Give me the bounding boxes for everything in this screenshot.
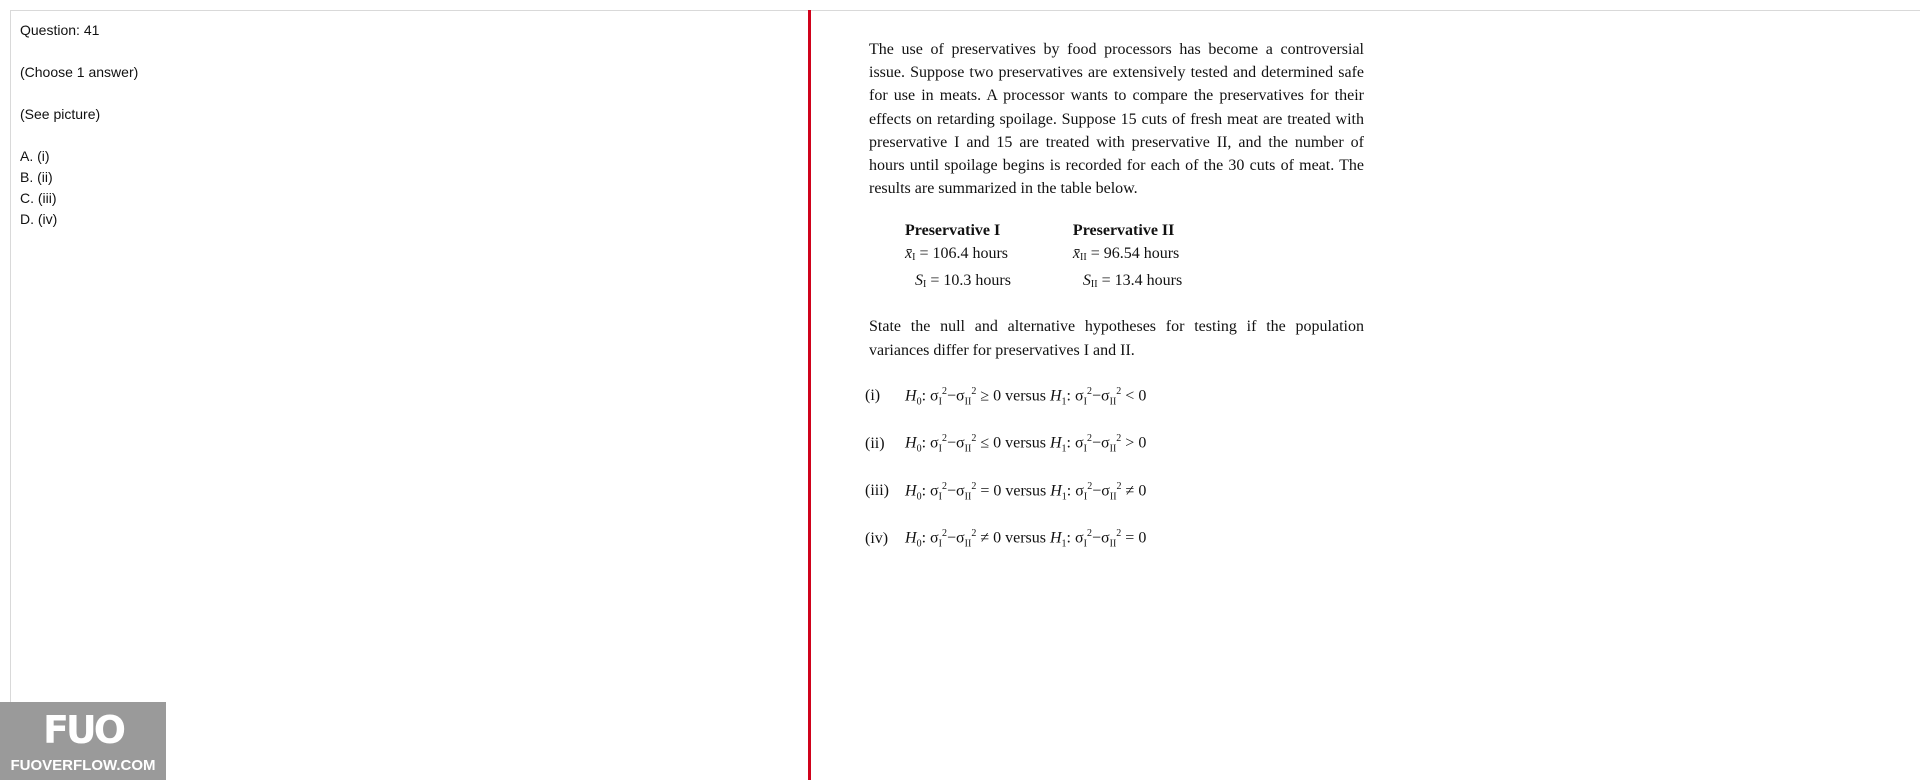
choice-number: (i) (865, 387, 881, 405)
see-picture-label: (See picture) (20, 106, 101, 122)
h0-relation: ≠ 0 (980, 529, 1002, 547)
preservative-1-column (905, 219, 1011, 296)
hypothesis-expression: $H_0$: $\sigma_I^2-\sigma_{II}^2 \ge 0$ versus $H_1$: $\sigma_I^2-\sigma_{II}^2 < 0$ (905, 385, 1147, 408)
h1-relation: < 0 (1125, 387, 1147, 405)
choice-number: (iii) (865, 482, 889, 500)
hypothesis-choice (865, 433, 1364, 481)
hypothesis-question: State the null and alternative hypotheses for testing if the population variances differ for preservatives I and II. (869, 318, 1364, 359)
versus-word: versus (1005, 482, 1047, 500)
preservative-1-mean-value: = 106.4 hours (919, 245, 1009, 263)
fuo-logo: FUO (42, 708, 124, 752)
preservative-2-sd-value: = 13.4 hours (1101, 272, 1183, 290)
question-number: Question: 41 (20, 22, 100, 38)
answer-option-a[interactable]: A. (i) (20, 148, 50, 164)
hypothesis-expression: $H_0$: $\sigma_I^2-\sigma_{II}^2 = 0$ versus $H_1$: $\sigma_I^2-\sigma_{II}^2 \ne 0$ (905, 480, 1147, 503)
sd-symbol: $S_I$ (915, 272, 927, 291)
choose-count-label: (Choose 1 answer) (20, 64, 139, 80)
answer-option-d[interactable]: D. (iv) (20, 211, 58, 227)
h1-relation: > 0 (1125, 434, 1147, 452)
preservative-2-column (1073, 219, 1182, 296)
choice-number: (iv) (865, 529, 889, 547)
preservative-1-sd (905, 269, 1011, 296)
hypothesis-expression: $H_0$: $\sigma_I^2-\sigma_{II}^2 \ne 0$ versus $H_1$: $\sigma_I^2-\sigma_{II}^2 = 0$ (905, 528, 1147, 550)
preservative-1-sd-value: = 10.3 hours (930, 272, 1011, 290)
answer-options (20, 146, 800, 230)
versus-word: versus (1005, 387, 1046, 405)
preservative-1-header: Preservative I (905, 222, 1001, 240)
sd-symbol: $S_{II}$ (1082, 272, 1098, 291)
site-watermark (0, 702, 166, 780)
hypothesis-choice (865, 386, 1364, 434)
h1-relation: ≠ 0 (1125, 482, 1147, 500)
h0-relation: ≤ 0 (980, 434, 1002, 452)
summary-table (905, 219, 1364, 296)
problem-intro: The use of preservatives by food processors has become a controversial issue. Suppose two preservatives are extensively tested and determined safe for use in meats. A processor wants to compare the preservatives for their effects on retarding spoilage. Suppose 15 cuts of fresh meat are treated with preservative I and 15 are treated with preservative II, and the number of hours until spoilage begins is recorded for each of the 30 cuts of meat. The results are summarized in the table below. (869, 41, 1364, 198)
versus-word: versus (1005, 529, 1046, 547)
hypothesis-choices (865, 385, 1364, 576)
hypothesis-choice (865, 481, 1364, 529)
hypothesis-choice (865, 528, 1364, 576)
mean-symbol: $x̄_{II}$ (1072, 245, 1087, 264)
h1-relation: = 0 (1125, 529, 1147, 547)
panel-divider[interactable] (808, 10, 811, 780)
choice-number: (ii) (865, 434, 885, 452)
answer-option-c[interactable]: C. (iii) (20, 190, 57, 206)
versus-word: versus (1005, 434, 1046, 452)
preservative-2-sd (1073, 269, 1182, 296)
h0-relation: = 0 (980, 482, 1002, 500)
preservative-2-mean (1073, 242, 1182, 269)
question-image (865, 38, 1364, 576)
preservative-2-mean-value: = 96.54 hours (1090, 245, 1180, 263)
preservative-1-mean (905, 242, 1011, 269)
mean-symbol: $x̄_I$ (905, 245, 916, 264)
h0-relation: ≥ 0 (980, 387, 1002, 405)
site-url: FUOVERFLOW.COM (10, 757, 156, 774)
question-panel (20, 20, 800, 230)
hypothesis-expression: $H_0$: $\sigma_I^2-\sigma_{II}^2 \le 0$ versus $H_1$: $\sigma_I^2-\sigma_{II}^2 > 0$ (905, 433, 1147, 455)
preservative-2-header: Preservative II (1072, 222, 1175, 240)
answer-option-b[interactable]: B. (ii) (20, 169, 53, 185)
